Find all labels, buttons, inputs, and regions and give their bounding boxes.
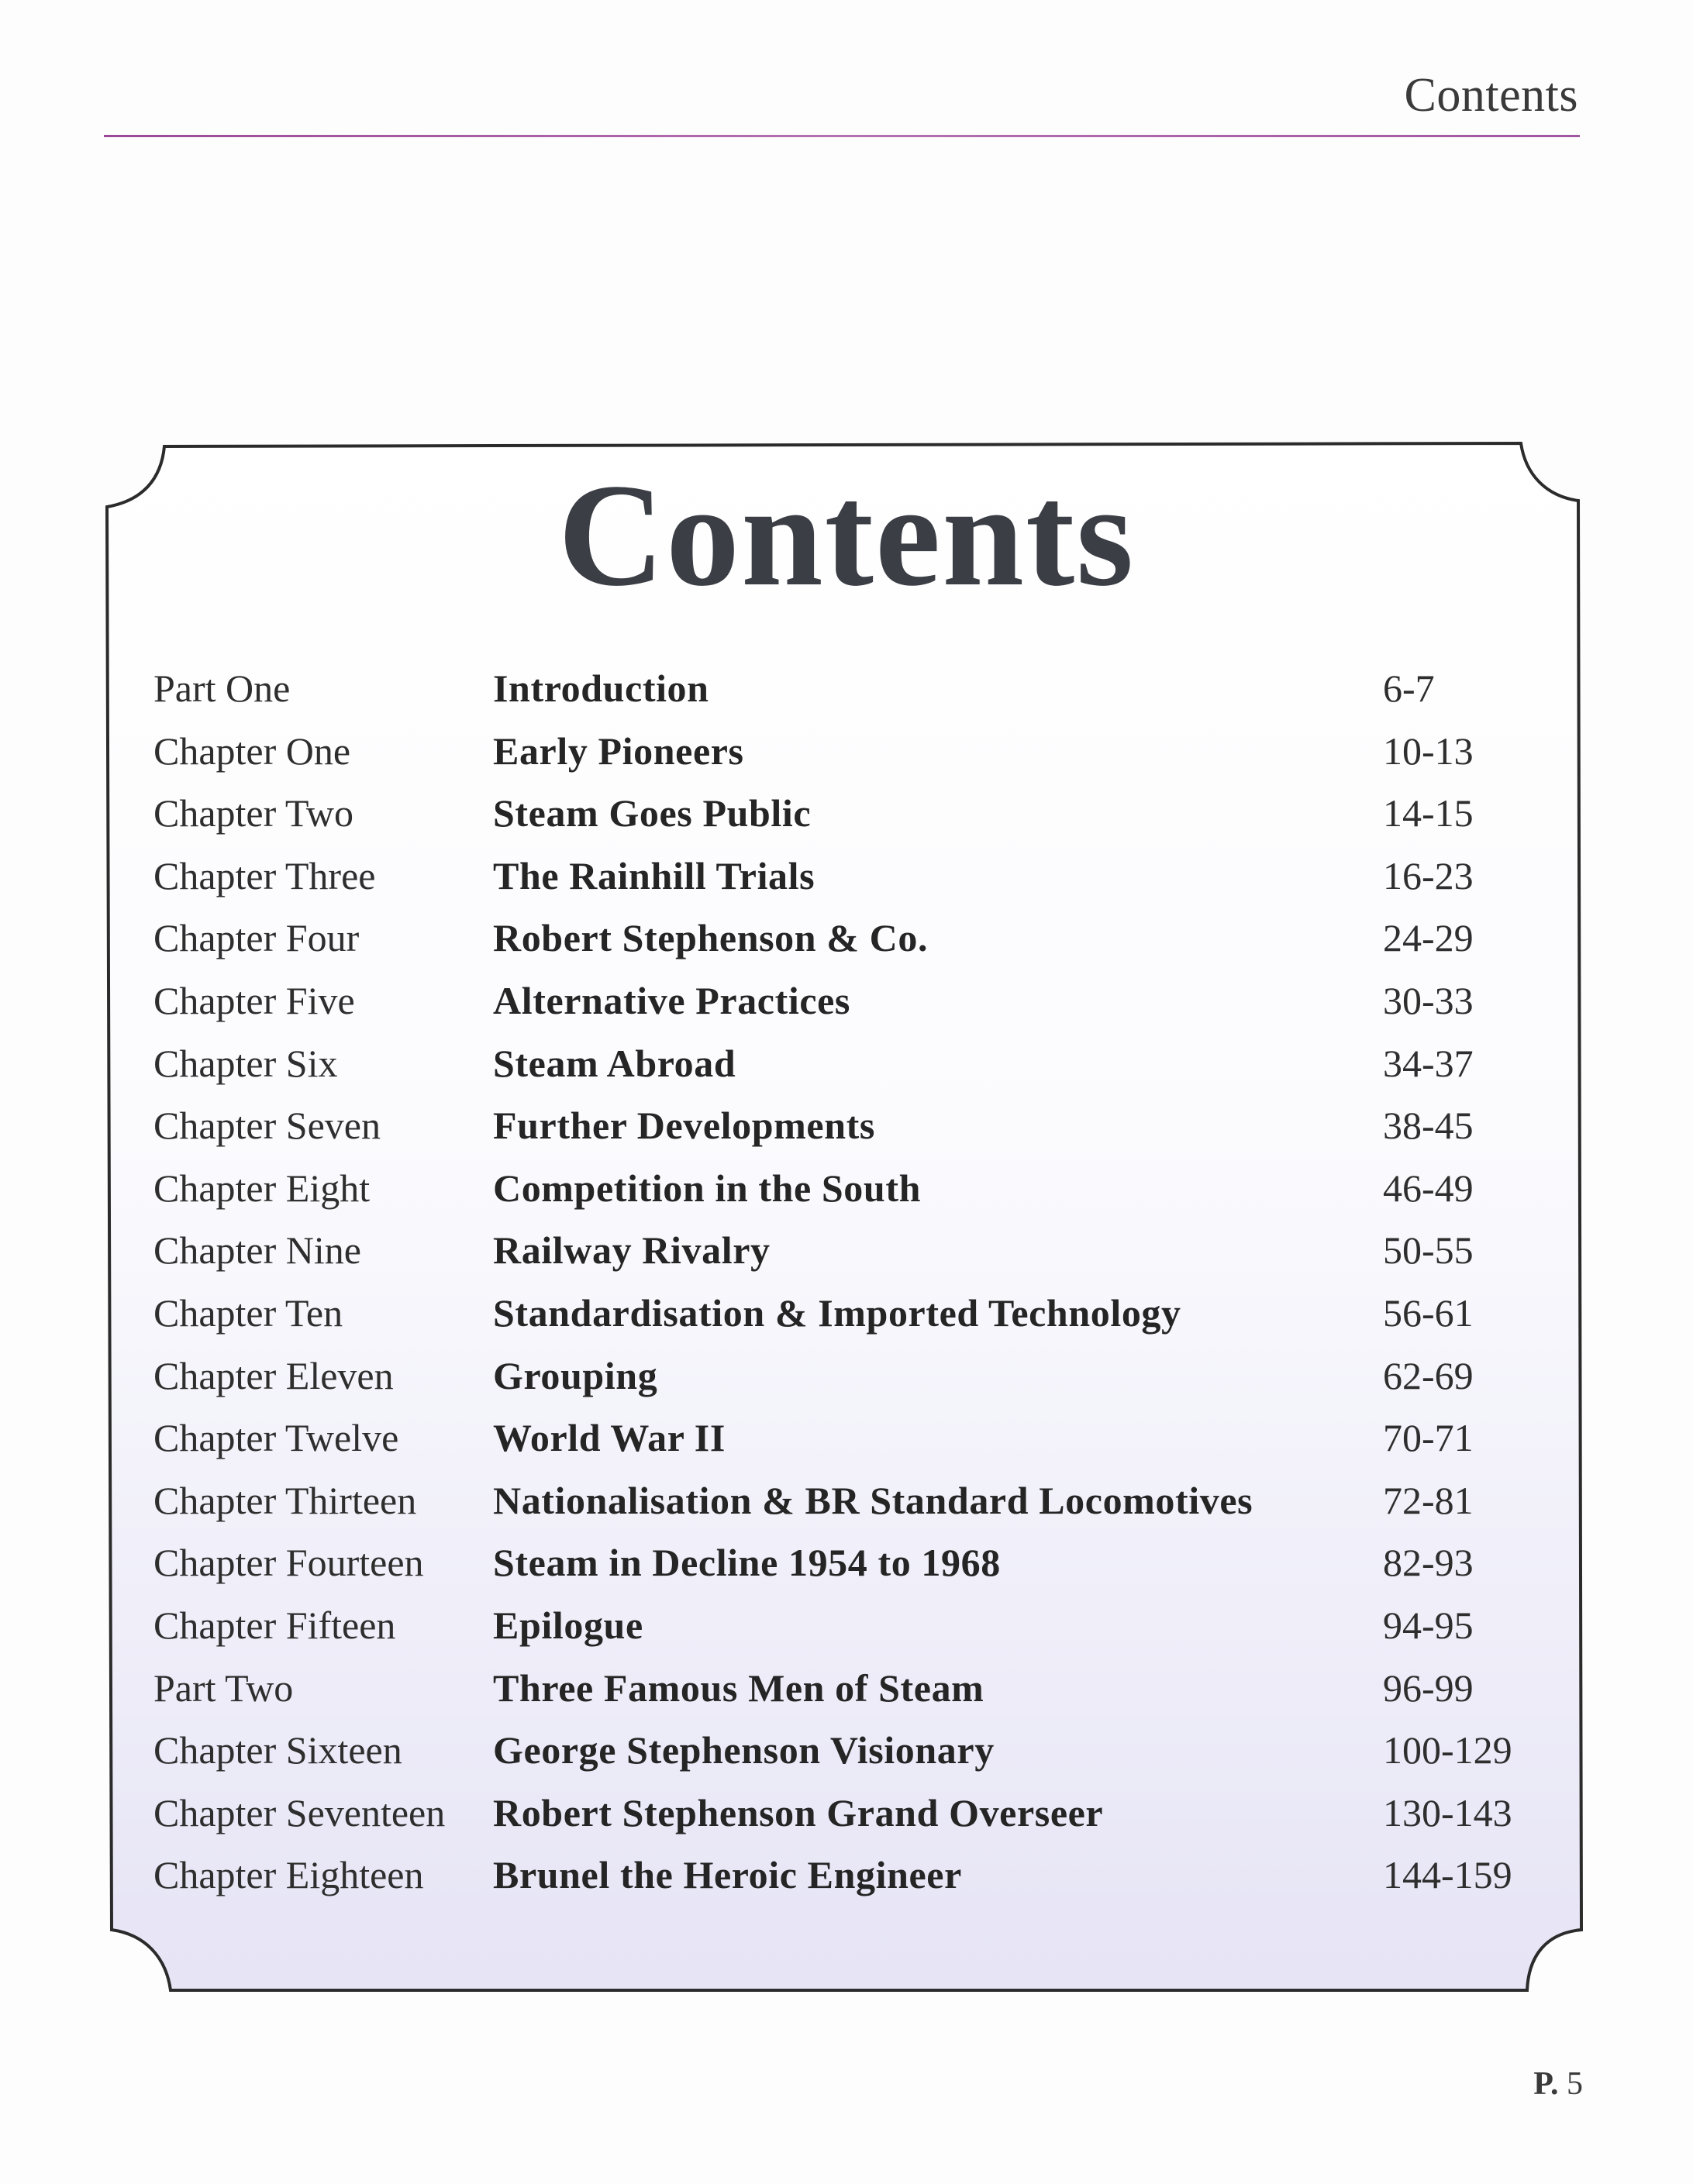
toc-entry-title: Steam in Decline 1954 to 1968 — [493, 1541, 1001, 1585]
toc-entry-pages: 14-15 — [1383, 791, 1474, 835]
toc-entry-pages: 46-49 — [1383, 1166, 1474, 1210]
toc-entry-pages: 70-71 — [1383, 1416, 1474, 1460]
toc-entry — [153, 657, 1564, 720]
toc-entry-title: George Stephenson Visionary — [493, 1728, 995, 1772]
toc-entry-label: Chapter Seven — [153, 1104, 381, 1148]
toc-entry-pages: 6-7 — [1383, 667, 1435, 710]
toc-entry-title: Grouping — [493, 1353, 658, 1397]
toc-entry-label: Chapter Nine — [153, 1228, 361, 1273]
toc-entry-title: Robert Stephenson Grand Overseer — [493, 1790, 1104, 1834]
toc-entry-title: Robert Stephenson & Co. — [493, 916, 929, 960]
toc-entry-label: Chapter Fourteen — [153, 1541, 424, 1585]
toc-entry-title: Further Developments — [493, 1104, 875, 1148]
toc-entry-label: Part Two — [153, 1666, 294, 1710]
toc-entry — [153, 1282, 1564, 1345]
page-number-prefix: P. — [1533, 2066, 1559, 2102]
toc-entry-label: Chapter Two — [153, 791, 354, 835]
toc-entry-label: Chapter Twelve — [153, 1416, 399, 1460]
toc-entry-title: Nationalisation & BR Standard Locomotives — [493, 1478, 1253, 1522]
contents-heading: Contents — [557, 454, 1136, 617]
toc-entry-pages: 38-45 — [1383, 1104, 1474, 1148]
toc-entry — [153, 1719, 1564, 1782]
toc-entry — [153, 970, 1564, 1032]
toc-entry — [153, 1657, 1564, 1720]
toc-entry — [153, 1345, 1564, 1407]
toc-entry-pages: 94-95 — [1383, 1603, 1474, 1647]
toc-entry-pages: 30-33 — [1383, 978, 1474, 1022]
toc-entry-label: Part One — [153, 667, 291, 710]
toc-entry-label: Chapter Eight — [153, 1166, 371, 1210]
toc-entry-title: Three Famous Men of Steam — [493, 1666, 984, 1710]
toc-entry — [153, 907, 1564, 970]
toc-entry-title: Introduction — [493, 667, 709, 710]
toc-entry-pages: 62-69 — [1383, 1353, 1474, 1397]
toc-entry-label: Chapter Fifteen — [153, 1603, 396, 1647]
toc-entry-pages: 96-99 — [1383, 1666, 1474, 1710]
toc-entry — [153, 1219, 1564, 1282]
toc-entry — [153, 1531, 1564, 1594]
toc-entry — [153, 1469, 1564, 1532]
toc-entry-pages: 100-129 — [1383, 1728, 1512, 1772]
toc-list — [153, 657, 1564, 1907]
toc-entry — [153, 1782, 1564, 1845]
toc-entry-pages: 34-37 — [1383, 1041, 1474, 1085]
toc-entry-title: Alternative Practices — [493, 978, 850, 1022]
toc-entry-title: Early Pioneers — [493, 729, 744, 773]
toc-entry-label: Chapter Three — [153, 853, 376, 897]
toc-entry-pages: 50-55 — [1383, 1228, 1474, 1273]
toc-entry-label: Chapter Seventeen — [153, 1790, 446, 1834]
toc-entry-pages: 16-23 — [1383, 853, 1474, 897]
toc-entry-label: Chapter Five — [153, 978, 355, 1022]
toc-entry — [153, 720, 1564, 783]
toc-entry — [153, 1032, 1564, 1095]
toc-entry — [153, 1594, 1564, 1657]
toc-entry-label: Chapter Four — [153, 916, 360, 960]
running-head: Contents — [1404, 69, 1578, 122]
toc-entry-label: Chapter Ten — [153, 1290, 343, 1335]
toc-entry-label: Chapter Six — [153, 1041, 338, 1085]
page-number — [1533, 2065, 1583, 2103]
toc-entry-pages: 10-13 — [1383, 729, 1474, 773]
toc-entry-title: Steam Abroad — [493, 1041, 736, 1085]
toc-entry-pages: 24-29 — [1383, 916, 1474, 960]
toc-entry-label: Chapter One — [153, 729, 351, 773]
toc-entry-title: Epilogue — [493, 1603, 643, 1647]
toc-entry-pages: 130-143 — [1383, 1790, 1512, 1834]
toc-entry-title: Steam Goes Public — [493, 791, 812, 835]
toc-entry-title: Competition in the South — [493, 1166, 921, 1210]
toc-entry-label: Chapter Eleven — [153, 1353, 394, 1397]
toc-entry — [153, 845, 1564, 908]
page-number-value: 5 — [1567, 2066, 1583, 2102]
toc-entry-title: Railway Rivalry — [493, 1228, 771, 1273]
toc-entry-pages: 72-81 — [1383, 1478, 1474, 1522]
toc-entry — [153, 1157, 1564, 1220]
toc-entry-pages: 82-93 — [1383, 1541, 1474, 1585]
toc-entry-pages: 56-61 — [1383, 1290, 1474, 1335]
toc-entry-title: The Rainhill Trials — [493, 853, 815, 897]
toc-entry-title: Standardisation & Imported Technology — [493, 1290, 1181, 1335]
toc-entry-pages: 144-159 — [1383, 1853, 1512, 1897]
toc-entry-title: World War II — [493, 1416, 726, 1460]
toc-entry-label: Chapter Thirteen — [153, 1478, 417, 1522]
toc-entry — [153, 1407, 1564, 1469]
toc-entry-title: Brunel the Heroic Engineer — [493, 1853, 962, 1897]
toc-entry — [153, 1094, 1564, 1157]
toc-entry — [153, 1844, 1564, 1907]
toc-entry-label: Chapter Eighteen — [153, 1853, 424, 1897]
toc-entry-label: Chapter Sixteen — [153, 1728, 402, 1772]
toc-entry — [153, 782, 1564, 845]
